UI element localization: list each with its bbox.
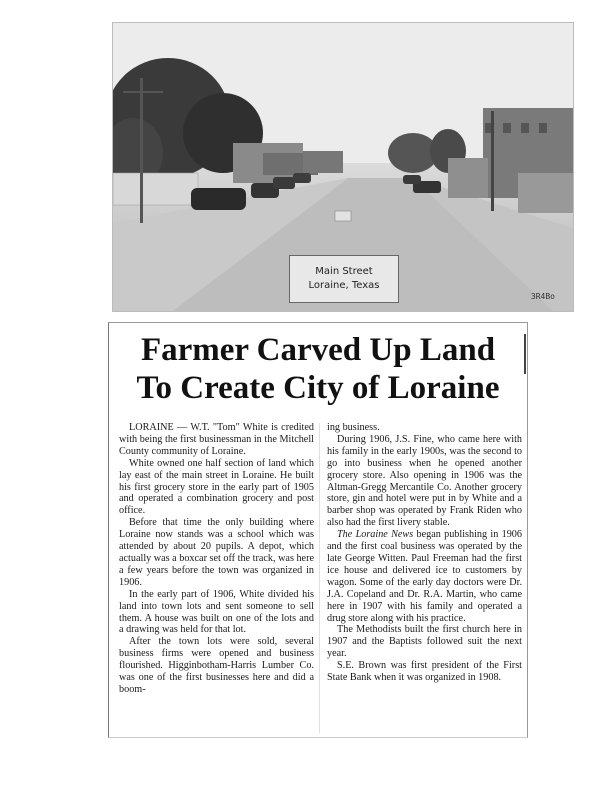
paragraph-text: began publishing in 1906 and the first coal business was operated by the late George Witten. Paul Freeman had the first ice house and delivered ice to customers by wagon. Some of the early day doctors were Dr. J.A. Copeland and Dr. R.A. Martin, who came here in 1907 with his family and operated a drug store along with his practice. xyxy=(327,529,522,624)
article-headline xyxy=(109,331,527,407)
paragraph: LORAINE — W.T. "Tom" White is credited with being the first businessman in the Mitchell County community of Loraine. xyxy=(119,422,314,457)
headline-line-2: To Create City of Loraine xyxy=(136,370,500,406)
column-divider xyxy=(319,423,320,733)
paragraph: During 1906, J.S. Fine, who came here with his family in the early 1900s, was the second to go into business when he opened another grocery store. Also opening in 1906 was the Altman-Gregg Mercantile Co. Another grocery store, gin and hotel were put in by White and a barber shop was operated by Frank Riden who also had the first livery stable. xyxy=(327,433,522,529)
paragraph: White owned one half section of land which lay east of the main street in Loraine. He built his first grocery store in the early part of 1905 and operated a combination grocery and post office. xyxy=(119,457,314,517)
paragraph: Before that time the only building where Loraine now stands was a school which was attended by about 20 pupils. A depot, which actually was a boxcar set off the track, was here a few years before the town was organized in 1906. xyxy=(119,517,314,588)
photo-number: 3R4Bo xyxy=(530,292,555,301)
article-column-1 xyxy=(119,422,314,696)
caption-line-1: Main Street xyxy=(315,266,373,277)
newspaper-name: The Loraine News xyxy=(337,529,414,541)
photo-caption xyxy=(289,255,399,303)
main-street-photo xyxy=(112,22,574,312)
paragraph xyxy=(327,529,522,624)
margin-mark xyxy=(524,334,526,374)
paragraph-continuation: ing business. xyxy=(327,422,380,433)
paragraph: S.E. Brown was first president of the First State Bank when it was organized in 1908. xyxy=(327,660,522,684)
headline-line-1: Farmer Carved Up Land xyxy=(140,332,496,368)
article-column-2 xyxy=(327,422,522,684)
caption-line-2: Loraine, Texas xyxy=(308,280,380,291)
paragraph: After the town lots were sold, several business firms were opened and business flourished. Higginbotham-Harris Lumber Co. was one of the first businesses here and did a boom- xyxy=(119,636,314,695)
newspaper-clipping xyxy=(108,322,528,738)
paragraph: In the early part of 1906, White divided his land into town lots and sent someone to sell them. A house was built on one of the lots and a drawing was held for that lot. xyxy=(119,588,314,636)
paragraph: The Methodists built the first church here in 1907 and the Baptists followed suit the next year. xyxy=(327,624,522,660)
